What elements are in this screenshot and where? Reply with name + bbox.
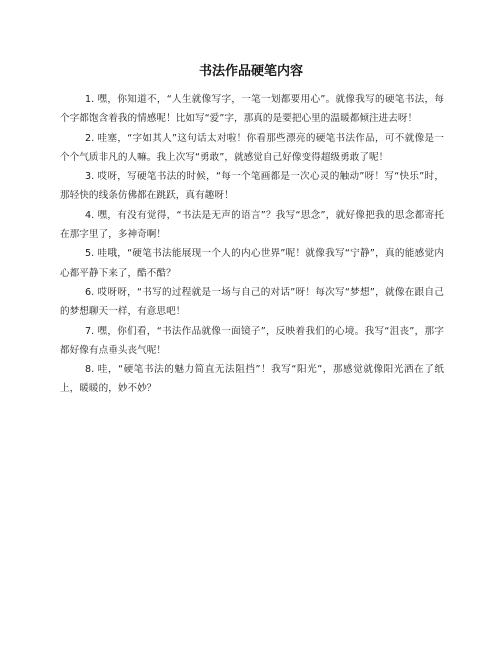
document-title: 书法作品硬笔内容 [198, 64, 303, 79]
paragraph-3: 3. 哎呀，写硬笔书法的时候，“每一个笔画都是一次心灵的触动”呀！写“快乐”时，那轻快的线条仿佛都在跳跃，真有趣呀！ [60, 171, 444, 202]
document-body [60, 90, 444, 399]
paragraph-4: 4. 嘿，有没有觉得，“书法是无声的语言”？我写“思念”，就好像把我的思念都寄托在那字里了，多神奇啊！ [60, 209, 444, 241]
paragraph-6: 6. 哎呀呀，“书写的过程就是一场与自己的对话”呀！每次写“梦想”，就像在跟自己的梦想聊天一样，有意思吧！ [60, 286, 444, 318]
paragraph-7: 7. 嘿，你们看，“书法作品就像一面镜子”，反映着我们的心境。我写“沮丧”，那字都好像有点垂头丧气呢！ [60, 325, 444, 356]
paragraph-5: 5. 哇哦，“硬笔书法能展现一个人的内心世界”呢！就像我写“宁静”，真的能感觉内心都平静下来了，酷不酷？ [60, 248, 444, 279]
paragraph-8: 8. 哇，“硬笔书法的魅力简直无法阻挡”！我写“阳光”，那感觉就像阳光洒在了纸上，暖暖的，妙不妙？ [60, 364, 444, 395]
paragraph-2: 2. 哇塞，“字如其人”这句话太对啦！你看那些漂亮的硬笔书法作品，可不就像是一个个气质非凡的人嘛。我上次写“勇敢”，就感觉自己好像变得超级勇敢了呢！ [60, 132, 444, 163]
paragraph-1: 1. 嘿，你知道不，“人生就像写字，一笔一划都要用心”。就像我写的硬笔书法，每个字都饱含着我的情感呢！比如写“爱”字，那真的是要把心里的温暖都倾注进去呀！ [60, 94, 444, 125]
